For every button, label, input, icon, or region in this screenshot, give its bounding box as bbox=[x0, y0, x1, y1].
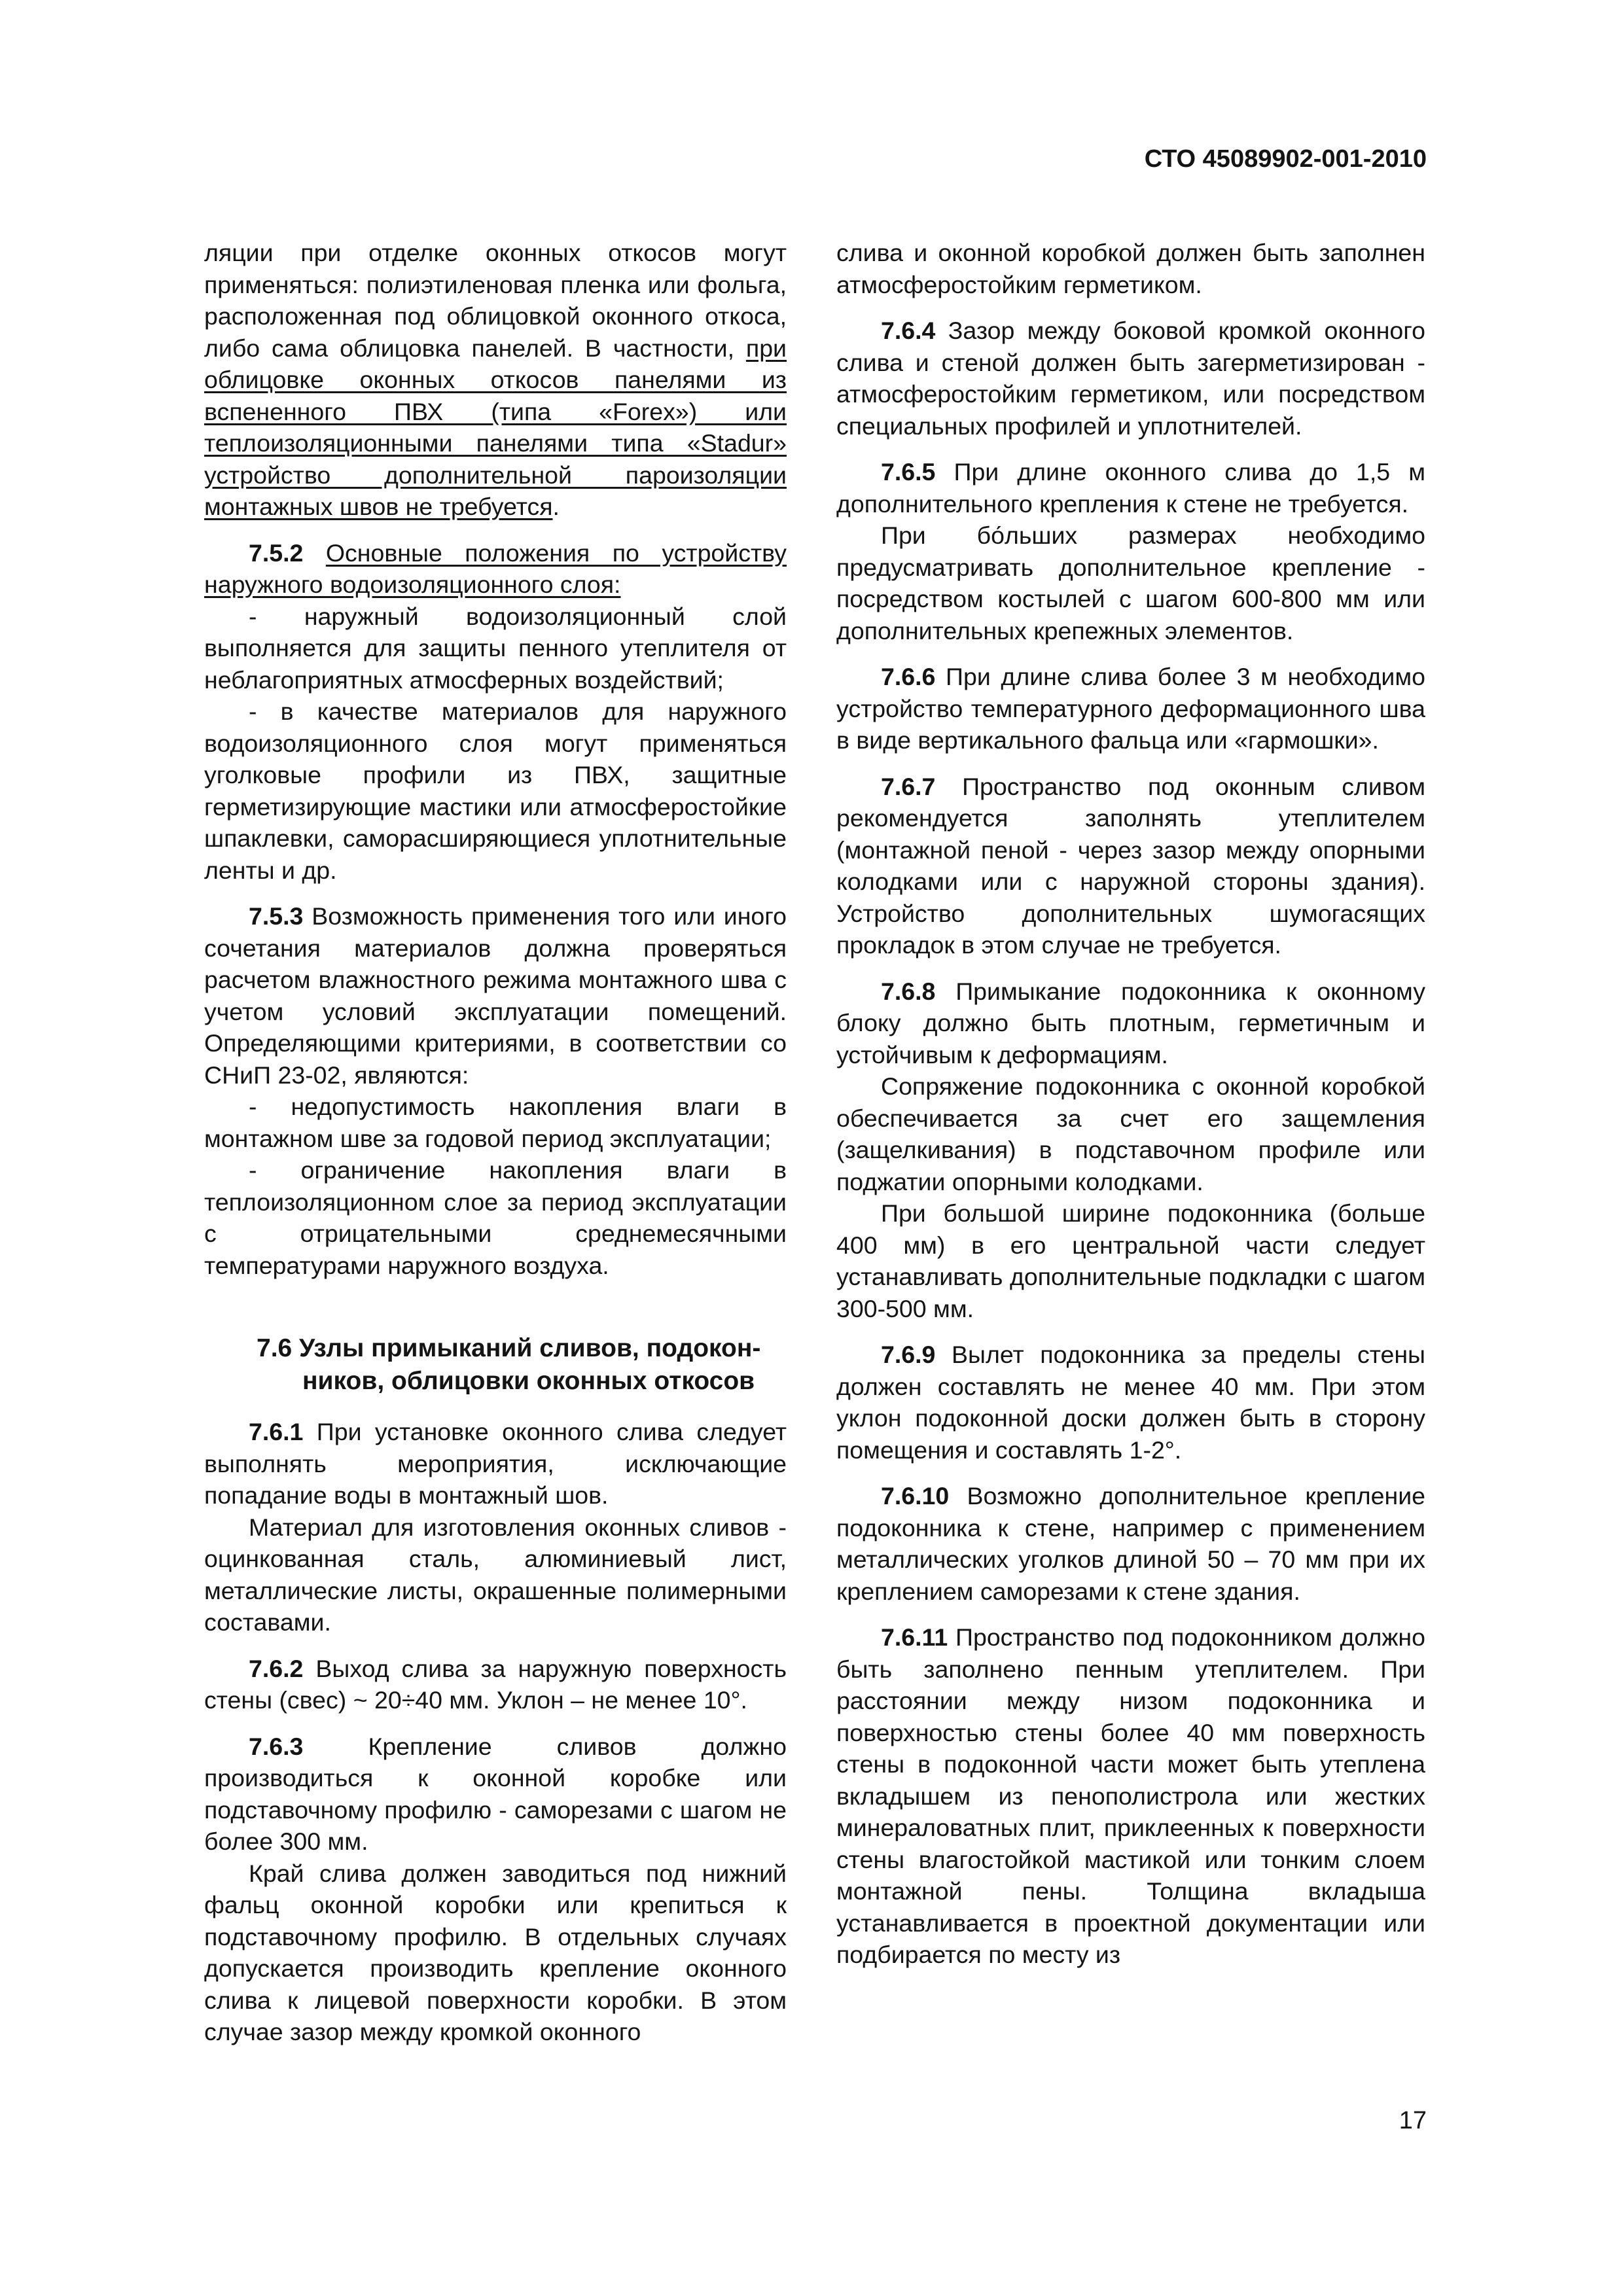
section-7-5-3: 7.5.3 Возможность применения того или иного сочетания материалов должна проверяться расчетом влажностного режима монтажного шва с учетом условий эксплуатации помещений. Определяющими критериями, в соответствии со СНиП 23-02, являются: bbox=[204, 902, 787, 1089]
section-number: 7.6.2 bbox=[249, 1654, 304, 1682]
section-number: 7.6.10 bbox=[881, 1482, 950, 1510]
page-number: 17 bbox=[1399, 2107, 1427, 2134]
section-7-6-1: 7.6.1 При установке оконного слива следует выполнять мероприятия, исключающие попадание воды в монтажный шов. bbox=[204, 1418, 787, 1509]
paragraph-continuation: ляции при отделке оконных откосов могут применяться: полиэтиленовая пленка или фольга, расположенная под облицовкой оконного откоса, либо сама облицовка панелей. В частности, при облицовке оконных откосов панелями из вспененного ПВХ (типа «Forex») или теплоизоляционными панелями типа «Stadur» устройство дополнительной пароизоляции монтажных швов не требуется. bbox=[204, 239, 787, 520]
paragraph: Край слива должен заводиться под нижний фальц оконной коробки или крепиться к подставочному профилю. В отдельных случаях допускается производить крепление оконного слива к лицевой поверхности коробки. В этом случае зазор между кромкой оконного bbox=[204, 1859, 787, 2045]
list-item: - в качестве материалов для наружного водоизоляционного слоя могут применяться уголковые профили из ПВХ, защитные герметизирующие мастики или атмосферостойкие шпаклевки, саморасширяющиеся уплотнительные ленты и др. bbox=[204, 698, 787, 884]
section-7-6-7: 7.6.7 Пространство под оконным сливом рекомендуется заполнять утеплителем (монтажной пеной - через зазор между опорными колодками или с наружной стороны здания). Устройство дополнительных шумогасящих прокладок в этом случае не требуется. bbox=[836, 772, 1425, 959]
right-column bbox=[836, 237, 1425, 1971]
document-code: СТО 45089902-001-2010 bbox=[1144, 145, 1427, 173]
section-number: 7.6.3 bbox=[249, 1732, 304, 1760]
section-number: 7.5.2 bbox=[249, 539, 304, 567]
list-item: - недопустимость накопления влаги в монтажном шве за годовой период эксплуатации; bbox=[204, 1093, 787, 1152]
paragraph: Материал для изготовления оконных сливов - оцинкованная сталь, алюминиевый лист, металлические листы, окрашенные полимерными составами. bbox=[204, 1513, 787, 1636]
section-7-6-6: 7.6.6 При длине слива более 3 м необходимо устройство температурного деформационного шва в виде вертикального фальца или «гармошки». bbox=[836, 663, 1426, 754]
section-number: 7.6.8 bbox=[881, 977, 936, 1005]
underlined-text: Основные положения по устройству наружного водоизоляционного слоя: bbox=[204, 539, 787, 598]
section-7-6-10: 7.6.10 Возможно дополнительное крепление подоконника к стене, например с применением металлических уголков длиной 50 – 70 мм при их креплением саморезами к стене здания. bbox=[836, 1482, 1425, 1605]
section-7-6-5: 7.6.5 При длине оконного слива до 1,5 м дополнительного крепления к стене не требуется. bbox=[836, 458, 1426, 518]
list-item: - наружный водоизоляционный слой выполняется для защиты пенного утеплителя от неблагоприятных атмосферных воздействий; bbox=[204, 602, 787, 694]
underlined-text: при облицовке оконных откосов панелями из вспененного ПВХ (типа «Forex») или теплоизоляционными панелями типа «Stadur» устройство дополнительной пароизоляции монтажных швов не требуется bbox=[204, 334, 787, 520]
section-7-5-2 bbox=[204, 537, 787, 601]
section-number: 7.6.4 bbox=[881, 317, 936, 344]
section-7-6-4: 7.6.4 Зазор между боковой кромкой оконного слива и стеной должен быть загерметизирован - атмосферостойким герметиком, или посредством специальных профилей и уплотнителей. bbox=[836, 317, 1425, 440]
section-heading-7-6: 7.6 Узлы примыканий сливов, подокон- ников, облицовки оконных откосов bbox=[257, 1334, 761, 1395]
paragraph: Сопряжение подоконника с оконной коробкой обеспечивается за счет его защемления (защелкивания) в подставочном профиле или поджатии опорными колодками. bbox=[836, 1072, 1425, 1195]
paragraph-continuation: слива и оконной коробкой должен быть заполнен атмосферостойким герметиком. bbox=[836, 239, 1425, 298]
paragraph: При бо́льших размерах необходимо предусматривать дополнительное крепление - посредством костылей с шагом 600-800 мм или дополнительных крепежных элементов. bbox=[836, 521, 1425, 645]
list-item: - ограничение накопления влаги в теплоизоляционном слое за период эксплуатации с отрицательными среднемесячными температурами наружного воздуха. bbox=[204, 1156, 787, 1279]
section-7-6-8: 7.6.8 Примыкание подоконника к оконному блоку должно быть плотным, герметичным и устойчивым к деформациям. bbox=[836, 977, 1425, 1069]
section-number: 7.6.6 bbox=[881, 663, 936, 690]
section-number: 7.6.9 bbox=[881, 1341, 936, 1368]
section-7-6-11: 7.6.11 Пространство под подоконником должно быть заполнено пенным утеплителем. При расстоянии между низом подоконника и поверхностью стены более 40 мм поверхность стены в подоконной части может быть утеплена вкладышем из пенополистрола или жестких минераловатных плит, приклеенных к поверхности стены влагостойкой мастикой или тонким слоем монтажной пены. Толщина вкладыша устанавливается в проектной документации или подбирается по месту из bbox=[836, 1623, 1425, 1968]
section-7-6-9: 7.6.9 Вылет подоконника за пределы стены должен составлять не менее 40 мм. При этом уклон подоконной доски должен быть в сторону помещения и составлять 1-2°. bbox=[836, 1341, 1426, 1464]
left-column bbox=[204, 237, 787, 2048]
section-number: 7.6.11 bbox=[881, 1623, 948, 1651]
paragraph: При большой ширине подоконника (больше 400 мм) в его центральной части следует устанавливать дополнительные подкладки с шагом 300-500 мм. bbox=[836, 1199, 1425, 1322]
section-number: 7.6.5 bbox=[881, 458, 936, 486]
section-number: 7.6.1 bbox=[249, 1418, 304, 1445]
section-number: 7.6.7 bbox=[881, 772, 936, 800]
section-7-6-2: 7.6.2 Выход слива за наружную поверхность стены (свес) ~ 20÷40 мм. Уклон – не менее 10°. bbox=[204, 1654, 787, 1714]
section-7-6-3: 7.6.3 Крепление сливов должно производиться к оконной коробке или подставочному профилю - саморезами с шагом не более 300 мм. bbox=[204, 1732, 787, 1855]
section-number: 7.5.3 bbox=[249, 902, 304, 930]
